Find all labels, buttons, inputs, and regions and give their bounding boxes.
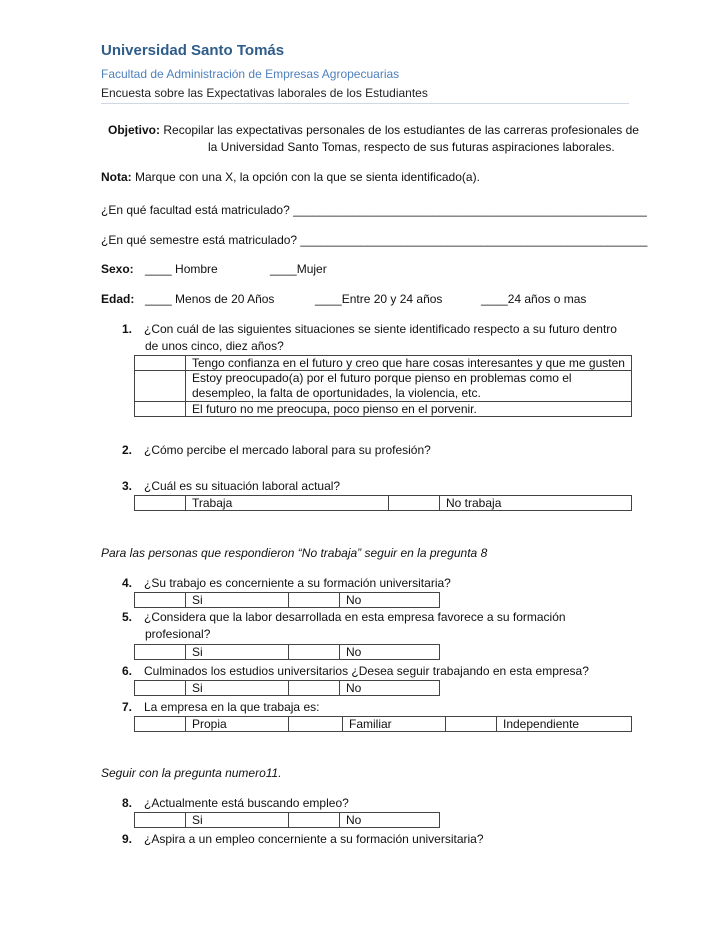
faculty-question[interactable]: ¿En qué facultad está matriculado? _____________________________________________________ bbox=[101, 203, 647, 217]
question-6-number: 6. bbox=[122, 664, 133, 678]
question-1-text: ¿Con cuál de las siguientes situaciones se siente identificado respecto a su futuro dentro bbox=[144, 322, 617, 336]
note bbox=[101, 170, 480, 184]
question-3-text: ¿Cuál es su situación laboral actual? bbox=[144, 479, 341, 493]
q3-option-no-trabaja: No trabaja bbox=[440, 496, 632, 511]
edad-label: Edad: bbox=[101, 292, 135, 306]
q6-checkbox-si[interactable] bbox=[135, 681, 186, 696]
question-1-number: 1. bbox=[122, 322, 133, 336]
q7-option-independiente: Independiente bbox=[497, 717, 632, 732]
question-8-number: 8. bbox=[122, 796, 133, 810]
question-2 bbox=[122, 443, 431, 457]
question-6-text: Culminados los estudios universitarios ¿Desea seguir trabajando en esta empresa? bbox=[144, 664, 589, 678]
q7-checkbox-familiar[interactable] bbox=[289, 717, 343, 732]
q1-checkbox-3[interactable] bbox=[135, 402, 186, 417]
q5-option-no: No bbox=[340, 645, 440, 660]
objective-label: Objetivo: bbox=[108, 123, 161, 137]
q5-checkbox-no[interactable] bbox=[289, 645, 340, 660]
question-8 bbox=[122, 796, 349, 810]
q6-checkbox-no[interactable] bbox=[289, 681, 340, 696]
question-9 bbox=[122, 832, 484, 846]
question-5-text: ¿Considera que la labor desarrollada en esta empresa favorece a su formación bbox=[144, 610, 566, 624]
question-7-table bbox=[134, 716, 632, 732]
objective-line1 bbox=[108, 123, 639, 137]
q1-option-3: El futuro no me preocupa, poco pienso en el porvenir. bbox=[186, 402, 632, 417]
question-7-number: 7. bbox=[122, 700, 133, 714]
question-7-text: La empresa en la que trabaja es: bbox=[144, 700, 320, 714]
q7-checkbox-propia[interactable] bbox=[135, 717, 186, 732]
question-9-text: ¿Aspira a un empleo concerniente a su formación universitaria? bbox=[144, 832, 484, 846]
question-6 bbox=[122, 664, 589, 678]
q5-checkbox-si[interactable] bbox=[135, 645, 186, 660]
q5-option-si: Si bbox=[186, 645, 289, 660]
question-3-table bbox=[134, 495, 632, 511]
question-2-number: 2. bbox=[122, 443, 133, 457]
question-1-table bbox=[134, 355, 632, 417]
q3-checkbox-no-trabaja[interactable] bbox=[389, 496, 440, 511]
question-5-table bbox=[134, 644, 440, 660]
q8-checkbox-si[interactable] bbox=[135, 813, 186, 828]
question-4-table bbox=[134, 592, 440, 608]
objective-text-1: Recopilar las expectativas personales de los estudiantes de las carreras profesionales de bbox=[163, 123, 639, 137]
q4-checkbox-no[interactable] bbox=[289, 593, 340, 608]
note-text: Marque con una X, la opción con la que se sienta identificado(a). bbox=[135, 170, 480, 184]
question-9-number: 9. bbox=[122, 832, 133, 846]
q1-checkbox-2[interactable] bbox=[135, 371, 186, 402]
university-title: Universidad Santo Tomás bbox=[101, 42, 285, 59]
q8-option-si: Si bbox=[186, 813, 289, 828]
question-8-table bbox=[134, 812, 440, 828]
question-4-text: ¿Su trabajo es concerniente a su formación universitaria? bbox=[144, 576, 451, 590]
question-8-text: ¿Actualmente está buscando empleo? bbox=[144, 796, 349, 810]
q1-option-1: Tengo confianza en el futuro y creo que hare cosas interesantes y que me gusten bbox=[186, 356, 632, 371]
q8-option-no: No bbox=[340, 813, 440, 828]
question-3 bbox=[122, 479, 340, 493]
question-1 bbox=[122, 322, 617, 336]
q4-option-no: No bbox=[340, 593, 440, 608]
survey-subtitle: Encuesta sobre las Expectativas laborales de los Estudiantes bbox=[101, 86, 428, 100]
question-5-text-2: profesional? bbox=[145, 627, 211, 641]
q6-option-si: Si bbox=[186, 681, 289, 696]
question-1-text-2: de unos cinco, diez años? bbox=[145, 339, 284, 353]
sexo-label: Sexo: bbox=[101, 262, 134, 276]
q8-checkbox-no[interactable] bbox=[289, 813, 340, 828]
q7-option-familiar: Familiar bbox=[343, 717, 446, 732]
sexo-option-mujer[interactable]: ____Mujer bbox=[270, 262, 327, 276]
semester-question[interactable]: ¿En qué semestre está matriculado? ____________________________________________________ bbox=[101, 233, 648, 247]
q4-checkbox-si[interactable] bbox=[135, 593, 186, 608]
q7-option-propia: Propia bbox=[186, 717, 289, 732]
question-4-number: 4. bbox=[122, 576, 133, 590]
instruction-skip-to-8: Para las personas que respondieron “No trabaja” seguir en la pregunta 8 bbox=[101, 546, 488, 560]
objective-text-2: la Universidad Santo Tomas, respecto de sus futuras aspiraciones laborales. bbox=[208, 140, 615, 154]
faculty-subtitle: Facultad de Administración de Empresas Agropecuarias bbox=[101, 67, 400, 81]
sexo-option-hombre[interactable]: ____ Hombre bbox=[145, 262, 218, 276]
q4-option-si: Si bbox=[186, 593, 289, 608]
question-7 bbox=[122, 700, 319, 714]
q7-checkbox-independiente[interactable] bbox=[446, 717, 497, 732]
q3-checkbox-trabaja[interactable] bbox=[135, 496, 186, 511]
q1-option-2: Estoy preocupado(a) por el futuro porque pienso en problemas como el desempleo, la falta de oportunidades, la violencia, etc. bbox=[186, 371, 632, 402]
note-label: Nota: bbox=[101, 170, 132, 184]
edad-option-menos-20[interactable]: ____ Menos de 20 Años bbox=[145, 292, 275, 306]
question-5 bbox=[122, 610, 566, 624]
instruction-skip-to-11: Seguir con la pregunta numero11. bbox=[101, 766, 282, 780]
edad-option-20-24[interactable]: ____Entre 20 y 24 años bbox=[315, 292, 443, 306]
question-4 bbox=[122, 576, 451, 590]
q1-checkbox-1[interactable] bbox=[135, 356, 186, 371]
edad-option-24-mas[interactable]: ____24 años o mas bbox=[481, 292, 587, 306]
header-divider bbox=[101, 103, 629, 104]
q6-option-no: No bbox=[340, 681, 440, 696]
question-2-text: ¿Cómo percibe el mercado laboral para su profesión? bbox=[144, 443, 431, 457]
question-3-number: 3. bbox=[122, 479, 133, 493]
question-5-number: 5. bbox=[122, 610, 133, 624]
q3-option-trabaja: Trabaja bbox=[186, 496, 389, 511]
question-6-table bbox=[134, 680, 440, 696]
